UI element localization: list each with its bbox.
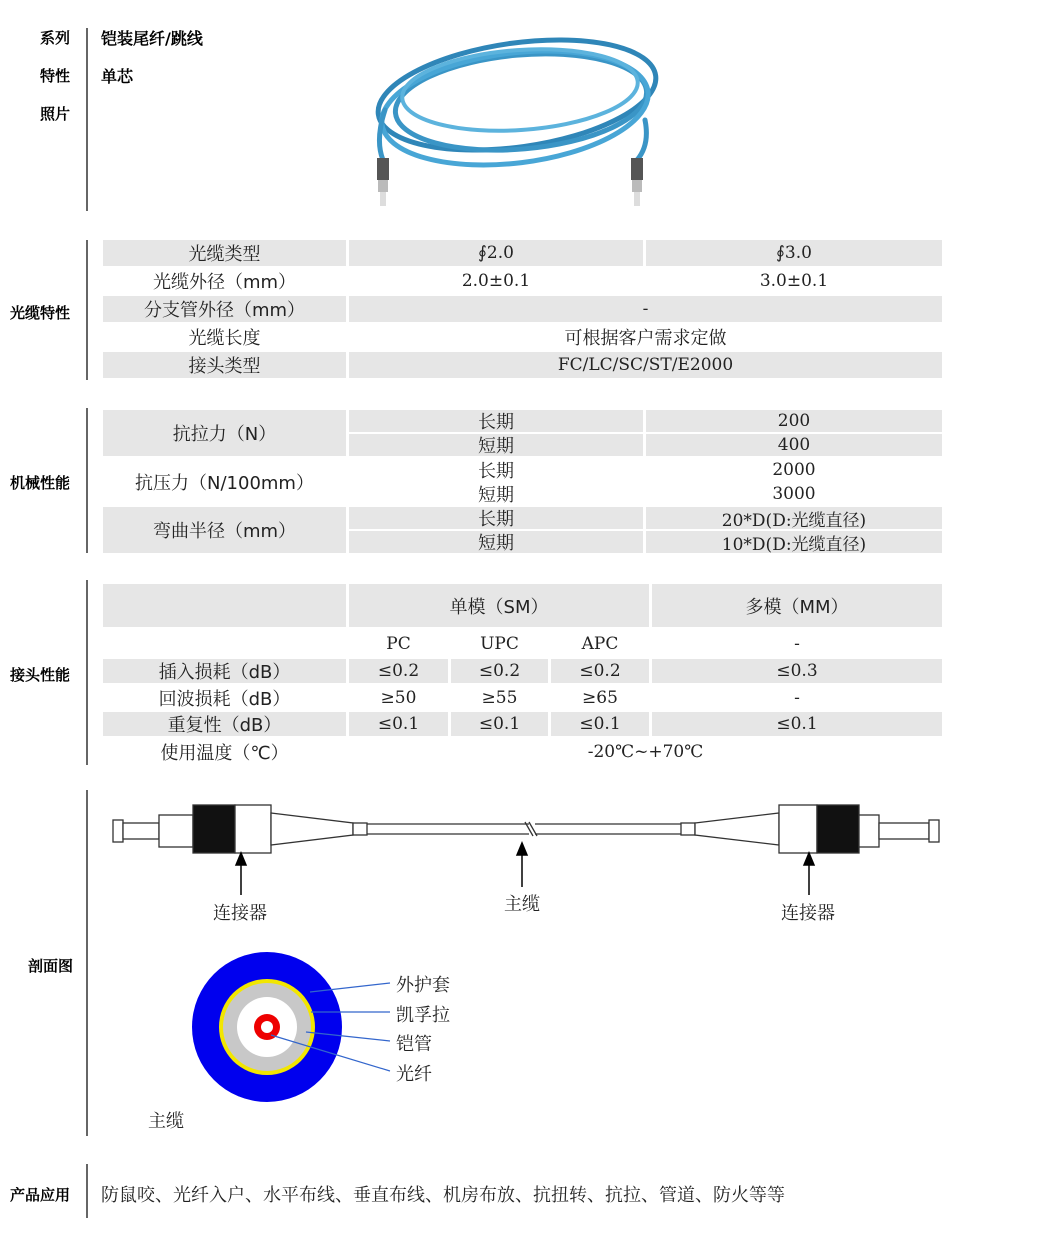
mech-value-short: 10*D(D:光缆直径) [646,531,942,553]
cable-divider [86,240,88,380]
conn-value: ≥50 [380,688,417,708]
cable-row-label: 光缆长度 [188,328,261,349]
application-divider [86,1164,88,1218]
conn-row-label: 重复性（dB） [103,712,346,736]
conn-row-label: 回波损耗（dB） [158,689,291,710]
mech-group-label: 弯曲半径（mm） [103,507,346,553]
conn-section-title: 接头性能 [10,666,71,684]
conn-value: ≤0.1 [551,712,649,736]
connector-left-label: 连接器 [213,903,267,924]
armor-label: 铠管 [396,1034,432,1055]
mech-value-long: 2000 [772,460,816,480]
conn-value: ≤0.1 [451,712,548,736]
cable-row-label: 分支管外径（mm） [103,296,346,322]
mech-term-short: 短期 [349,434,643,456]
mech-group-label: 抗压力（N/100mm） [135,473,314,494]
cable-value: - [349,296,942,322]
conn-value: ≤0.2 [451,659,548,683]
mech-term-long: 长期 [478,461,514,482]
mech-value-long: 20*D(D:光缆直径) [646,507,942,529]
conn-value: ≤0.2 [349,659,448,683]
mech-value-short: 3000 [772,484,816,504]
mech-term-short: 短期 [478,485,514,506]
diagram-divider [86,790,88,1136]
photo-connector-right [631,158,643,206]
mech-section-title: 机械性能 [10,474,71,492]
conn-value: ≤0.1 [349,712,448,736]
conn-temp-value: -20℃~+70℃ [587,742,704,762]
conn-sm-header: 单模（SM） [349,584,649,627]
application-section-title: 产品应用 [10,1186,71,1204]
cable-row-label: 光缆类型 [103,240,346,266]
cable-row-label: 光缆外径（mm） [152,272,297,293]
photo-label: 照片 [40,105,71,123]
series-label: 系列 [40,29,71,47]
mech-divider [86,408,88,553]
fiber-label: 光纤 [396,1064,432,1085]
main-cable-label: 主缆 [504,894,540,915]
outer-jacket-label: 外护套 [396,975,450,996]
mech-term-short: 短期 [349,531,643,553]
photo-connector-left [377,158,389,206]
cable-row-label: 接头类型 [103,352,346,378]
conn-sub-apc: APC [581,634,619,654]
conn-value: ≤0.2 [551,659,649,683]
feature-value: 单芯 [101,67,134,86]
conn-sub-upc: UPC [480,634,519,654]
conn-value-mm: ≤0.3 [652,659,942,683]
conn-row-label: 插入损耗（dB） [103,659,346,683]
kevlar-label: 凯孚拉 [396,1005,450,1026]
conn-value: ≥55 [481,688,518,708]
conn-value-mm: - [794,688,800,708]
mech-value-short: 400 [646,434,942,456]
conn-sub-mm: - [794,634,800,654]
cable-value: 可根据客户需求定做 [564,328,727,349]
header-divider [86,28,88,211]
conn-mm-header: 多模（MM） [652,584,942,627]
connector-right-label: 连接器 [781,903,835,924]
diagram-section-title: 剖面图 [28,957,74,975]
cable-value-b: 3.0±0.1 [759,271,829,291]
conn-temp-label: 使用温度（℃） [160,743,289,764]
cross-section-caption: 主缆 [148,1111,184,1132]
conn-sub-pc: PC [386,634,411,654]
conn-value: ≥65 [582,688,618,708]
cable-value-b: ∮3.0 [646,240,942,266]
mech-value-long: 200 [646,410,942,432]
mech-term-long: 长期 [349,507,643,529]
series-value: 铠装尾纤/跳线 [101,29,203,48]
conn-value-mm: ≤0.1 [652,712,942,736]
product-photo [345,20,685,215]
application-text: 防鼠咬、光纤入户、水平布线、垂直布线、机房布放、抗扭转、抗拉、管道、防火等等 [101,1185,785,1206]
cable-section-title: 光缆特性 [10,304,71,322]
conn-header-blank [103,584,346,627]
feature-label: 特性 [40,67,71,85]
cable-value-a: 2.0±0.1 [461,271,531,291]
conn-divider [86,580,88,765]
cable-value-a: ∮2.0 [349,240,643,266]
cable-value: FC/LC/SC/ST/E2000 [349,352,942,378]
mech-term-long: 长期 [349,410,643,432]
cross-section-drawing [185,950,410,1105]
mech-group-label: 抗拉力（N） [103,410,346,456]
